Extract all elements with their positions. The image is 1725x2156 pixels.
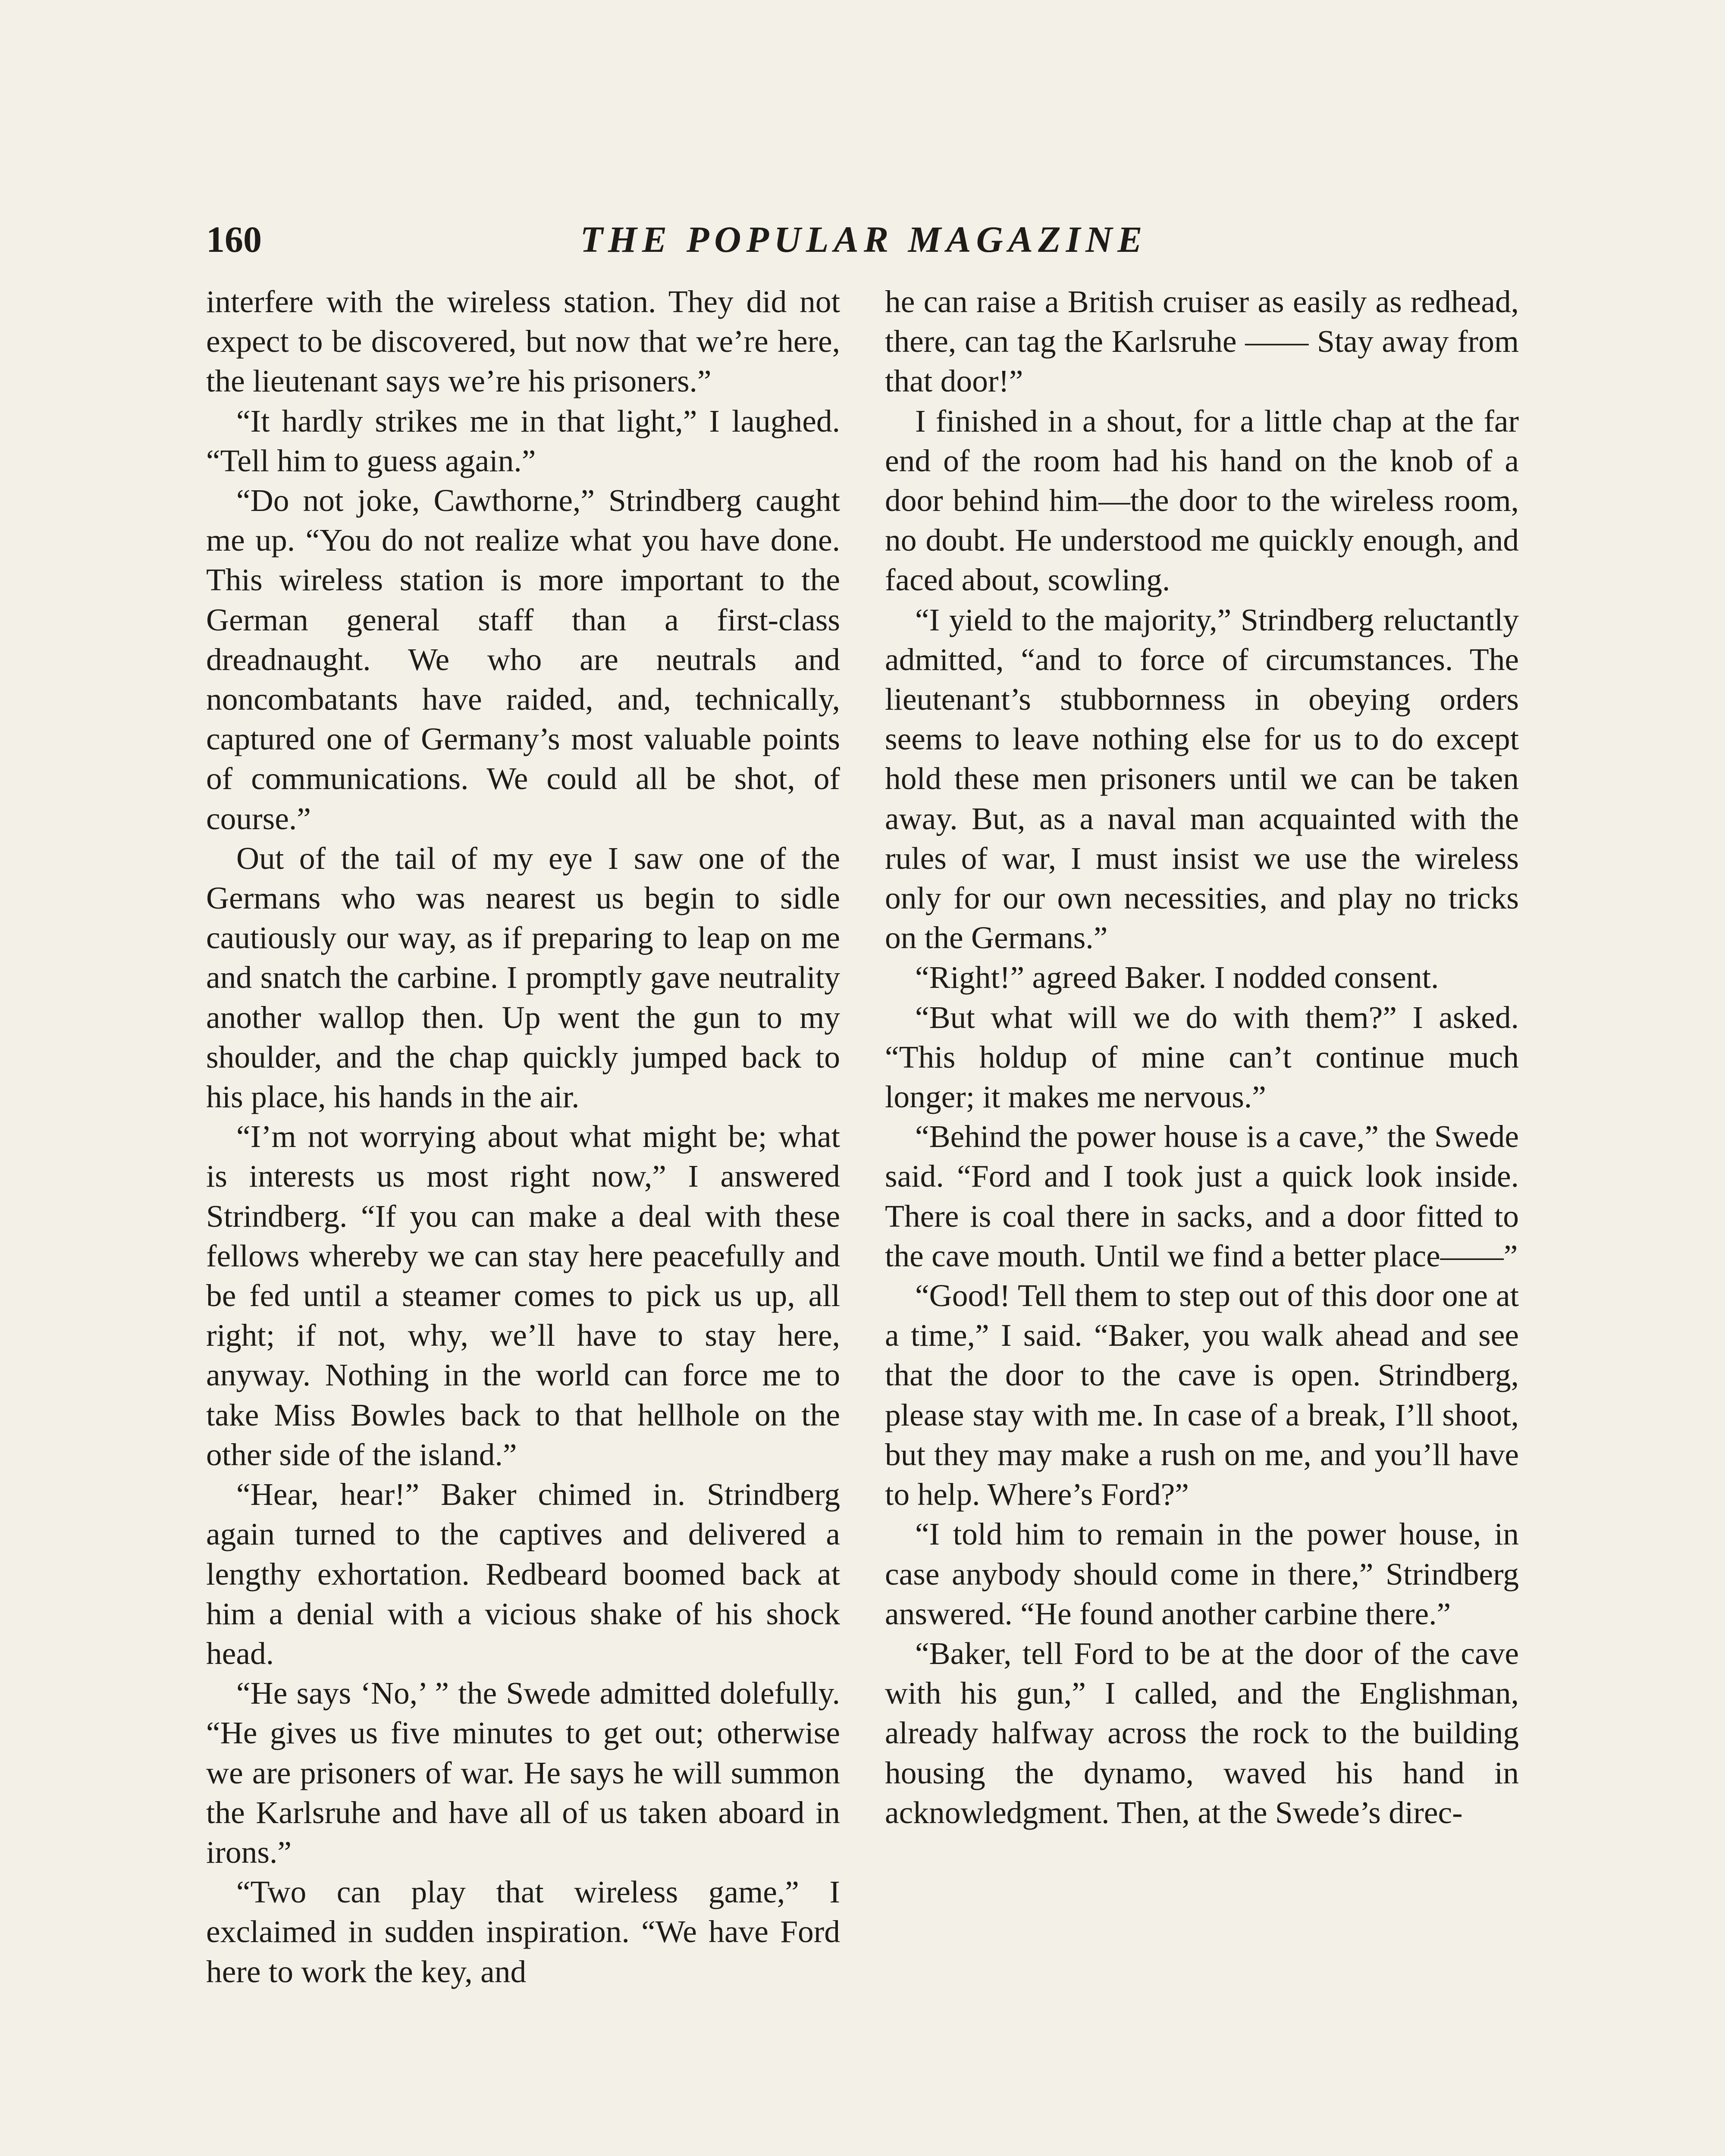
paragraph: “Baker, tell Ford to be at the door of the cave with his gun,” I called, and the Englishman, already halfway across the rock to the building housing the dynamo, waved his hand in acknowledgment. Then, at the Swede’s direc-	[885, 1636, 1519, 1830]
paragraph: Out of the tail of my eye I saw one of the Germans who was nearest us begin to sidle cautiously our way, as if preparing to leap on me and snatch the carbine. I promptly gave neutrality another wallop then. Up went the gun to my shoulder, and the chap quickly jumped back to his place, his hands in the air.	[206, 840, 840, 1115]
paragraph: “He says ‘No,’ ” the Swede admitted dolefully. “He gives us five minutes to get out; otherwise we are prisoners of war. He says he will summon the Karlsruhe and have all of us taken aboard in irons.”	[206, 1676, 840, 1870]
paragraph: “I’m not worrying about what might be; what is interests us most right now,” I answered Strindberg. “If you can make a deal with these fellows whereby we can stay here peacefully and be fed until a steamer comes to pick us up, all right; if not, why, we’ll have to stay here, anyway. Nothing in the world can force me to take Miss Bowles back to that hellhole on the other side of the island.”	[206, 1119, 840, 1472]
paragraph: “Two can play that wireless game,” I exclaimed in sudden inspiration. “We have Ford here to work the key, and	[206, 1874, 840, 1989]
paragraph: “But what will we do with them?” I asked. “This holdup of mine can’t continue much longer; it makes me nervous.”	[885, 1000, 1519, 1115]
paragraph: “Behind the power house is a cave,” the Swede said. “Ford and I took just a quick look inside. There is coal there in sacks, and a door fitted to the cave mouth. Until we find a better place——”	[885, 1119, 1519, 1273]
paragraph: “Right!” agreed Baker. I nodded consent.	[915, 960, 1439, 995]
paragraph: “I told him to remain in the power house, in case anybody should come in there,” Strindberg answered. “He found another carbine there.”	[885, 1517, 1519, 1631]
page-number: 160	[206, 219, 262, 260]
paragraph: “Good! Tell them to step out of this door one at a time,” I said. “Baker, you walk ahead and see that the door to the cave is open. Strindberg, please stay with me. In case of a break, I’ll shoot, but they may make a rush on me, and you’ll have to help. Where’s Ford?”	[885, 1278, 1519, 1512]
paragraph: “I yield to the majority,” Strindberg reluctantly admitted, “and to force of circumstances. The lieutenant’s stubbornness in obeying orders seems to leave nothing else for us to do except hold these men prisoners until we can be taken away. But, as a naval man acquainted with the rules of war, I must insist we use the wireless only for our own necessities, and play no tricks on the Germans.”	[885, 602, 1519, 956]
magazine-title: THE POPULAR MAGAZINE	[580, 219, 1148, 260]
paragraph: interfere with the wireless station. They did not expect to be discovered, but now that we’re here, the lieutenant says we’re his prisoners.”	[206, 284, 840, 399]
paragraph: “Hear, hear!” Baker chimed in. Strindberg again turned to the captives and delivered a lengthy exhortation. Redbeard boomed back at him a denial with a vicious shake of his shock head.	[206, 1477, 840, 1671]
page-header	[206, 207, 1521, 272]
paragraph: “It hardly strikes me in that light,” I laughed. “Tell him to guess again.”	[206, 403, 840, 478]
text-column-right	[885, 282, 1519, 1833]
paragraph: I finished in a shout, for a little chap at the far end of the room had his hand on the knob of a door behind him—the door to the wireless room, no doubt. He understood me quickly enough, and faced about, scowling.	[885, 403, 1519, 598]
text-column-left	[206, 282, 840, 1992]
paragraph: he can raise a British cruiser as easily as redhead, there, can tag the Karlsruhe —— Stay away from that door!”	[885, 284, 1519, 399]
paragraph: “Do not joke, Cawthorne,” Strindberg caught me up. “You do not realize what you have done. This wireless station is more important to the German general staff than a first-class dreadnaught. We who are neutrals and noncombatants have raided, and, technically, captured one of Germany’s most valuable points of communications. We could all be shot, of course.”	[206, 483, 840, 836]
